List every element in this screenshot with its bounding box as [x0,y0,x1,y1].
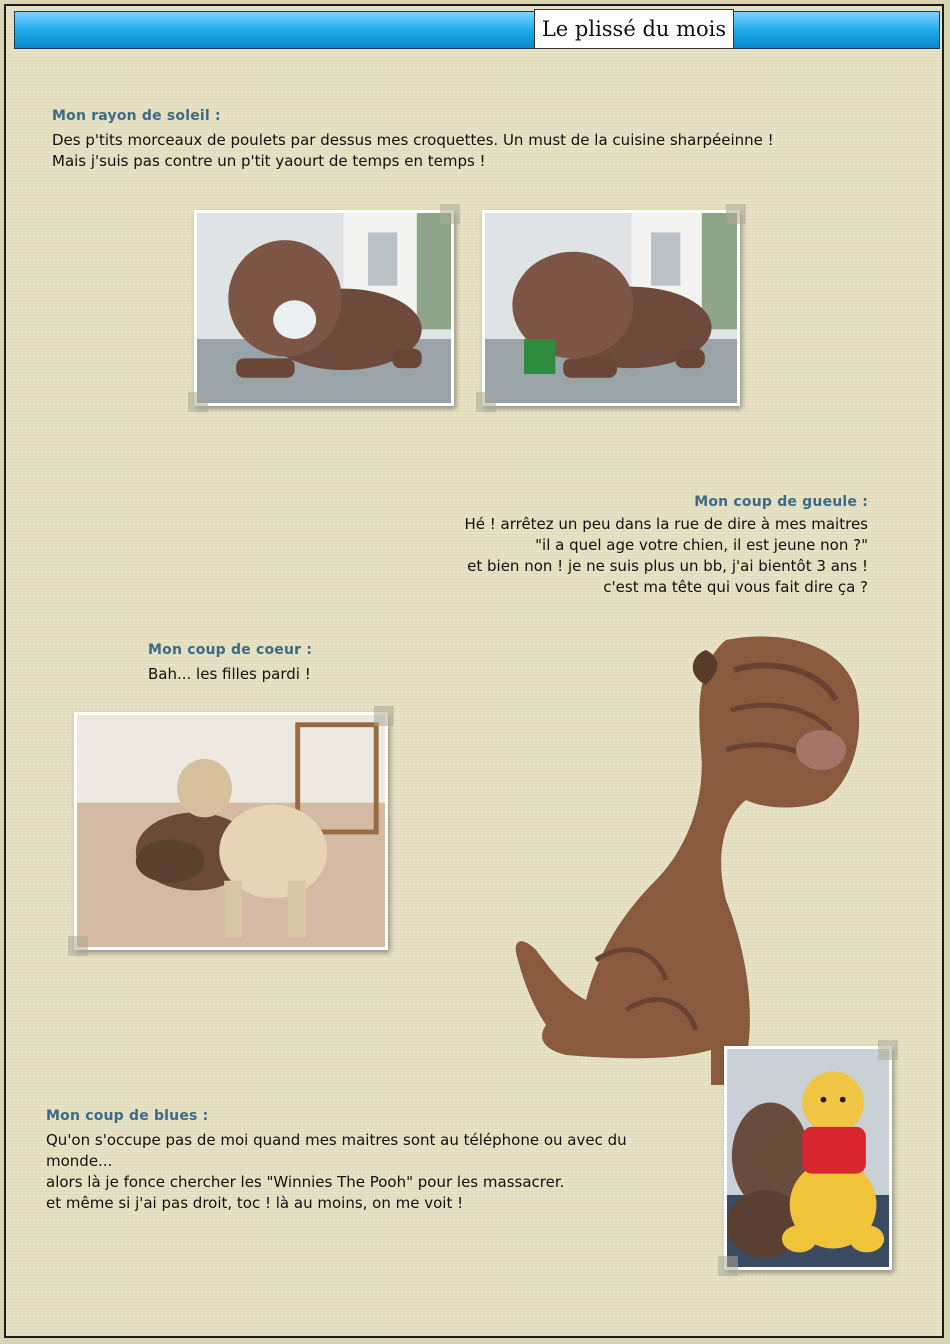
text-line: alors là je fonce chercher les "Winnies The Pooh" pour les massacrer. [46,1173,565,1191]
page [4,4,944,1338]
heading-gueule: Mon coup de gueule : [694,494,868,510]
text-coeur [148,664,311,685]
title-bar [14,11,940,49]
text-line: Qu'on s'occupe pas de moi quand mes maitres sont au téléphone ou avec du [46,1131,627,1149]
text-gueule [464,514,868,598]
text-rayon [52,130,774,172]
text-line: Des p'tits morceaux de poulets par dessus mes croquettes. Un must de la cuisine sharpéeinne ! [52,131,774,149]
photo-corner [718,1256,738,1276]
text-line: Hé ! arrêtez un peu dans la rue de dire à mes maitres [464,515,868,533]
text-line: et même si j'ai pas droit, toc ! là au moins, on me voit ! [46,1194,464,1212]
dog-yogurt-image [485,213,737,403]
photo-two-dogs [74,712,388,950]
photo-corner [68,936,88,956]
photo-corner [726,204,746,224]
text-blues [46,1130,627,1214]
photo-dog-pooh [724,1046,892,1270]
sitting-dog-image [506,630,866,1100]
photo-dog-yogurt-1 [194,210,454,406]
dog-with-pooh-image [727,1049,889,1267]
page-title: Le plissé du mois [534,9,734,49]
photo-corner [878,1040,898,1060]
photo-dog-yogurt-2 [482,210,740,406]
two-dogs-image [77,715,385,947]
photo-corner [374,706,394,726]
text-line: c'est ma tête qui vous fait dire ça ? [603,578,868,596]
heading-rayon: Mon rayon de soleil : [52,108,221,124]
photo-corner [476,392,496,412]
text-line: monde... [46,1152,113,1170]
text-line: et bien non ! je ne suis plus un bb, j'ai bientôt 3 ans ! [467,557,868,575]
text-line: "il a quel age votre chien, il est jeune non ?" [535,536,868,554]
heading-blues: Mon coup de blues : [46,1108,209,1124]
heading-coeur: Mon coup de coeur : [148,642,313,658]
photo-corner [188,392,208,412]
dog-yogurt-image [197,213,451,403]
text-line: Mais j'suis pas contre un p'tit yaourt de temps en temps ! [52,152,486,170]
photo-corner [440,204,460,224]
text-line: Bah... les filles pardi ! [148,665,311,683]
